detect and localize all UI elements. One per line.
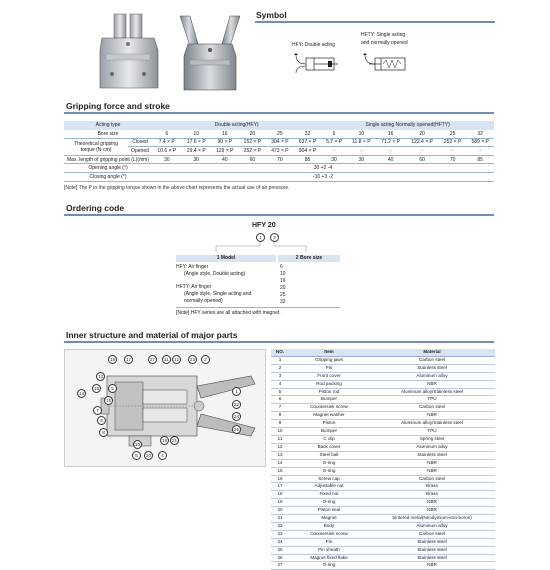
closing-angle-row bbox=[64, 173, 494, 182]
part-item: Fixed nut bbox=[289, 491, 369, 499]
part-material: Aluminum alloy/Stainless steel bbox=[369, 388, 495, 396]
callout-16: 16 bbox=[93, 386, 99, 391]
part-item: Countersink screw bbox=[289, 530, 369, 538]
table-row bbox=[271, 428, 495, 436]
table-row bbox=[271, 356, 495, 364]
part-number: 2 bbox=[271, 364, 289, 372]
table-row bbox=[271, 475, 495, 483]
opening-angle-value: 30 +2 -4 bbox=[152, 164, 494, 173]
table-row bbox=[271, 562, 495, 570]
opened-cell: - bbox=[405, 147, 438, 156]
single-acting-header: Single acting Normally opened(HFTY) bbox=[321, 121, 494, 130]
grip-length-cell: 30 bbox=[152, 155, 182, 164]
bore-cell: 25 bbox=[439, 130, 467, 139]
bore-size-label: Bore size bbox=[64, 130, 152, 139]
table-row bbox=[271, 522, 495, 530]
part-number: 12 bbox=[271, 443, 289, 451]
part-number: 18 bbox=[271, 491, 289, 499]
model-line: HFTY: Air finger bbox=[176, 284, 212, 290]
callout-14: 14 bbox=[78, 391, 84, 396]
table-row bbox=[271, 396, 495, 404]
grip-length-cell: 70 bbox=[439, 155, 467, 164]
grip-length-cell: 70 bbox=[266, 155, 294, 164]
gripping-note: [Note] The P in the gripping torque shown in the above chart represents the actual use of air pressure. bbox=[64, 185, 290, 191]
grip-length-cell: 85 bbox=[294, 155, 322, 164]
torque-label-line-1: Theoretical gripping bbox=[74, 140, 118, 147]
part-item: O-ring bbox=[289, 562, 369, 570]
bore-size-row bbox=[64, 130, 494, 139]
table-row bbox=[271, 530, 495, 538]
order-connector-lines bbox=[176, 242, 340, 252]
bore-value: 6 bbox=[280, 264, 283, 270]
part-material: NBR bbox=[369, 459, 495, 467]
part-item: Piston rod bbox=[289, 388, 369, 396]
part-item: Steel ball bbox=[289, 451, 369, 459]
model-line: (Angle style, Single acting and bbox=[184, 291, 252, 297]
part-material: NBR bbox=[369, 412, 495, 420]
table-row bbox=[271, 483, 495, 491]
part-material: Carbon steel bbox=[369, 404, 495, 412]
callout-2: 2 bbox=[201, 355, 210, 364]
part-number: 16 bbox=[271, 475, 289, 483]
part-number: 22 bbox=[271, 522, 289, 530]
part-item: Magnet washer bbox=[289, 412, 369, 420]
part-material: Stainless steel bbox=[369, 546, 495, 554]
part-number: 21 bbox=[271, 515, 289, 523]
part-number: 8 bbox=[271, 412, 289, 420]
callout-17: 17 bbox=[125, 357, 131, 362]
callout-19: 19 bbox=[161, 438, 167, 443]
part-item: Pin bbox=[289, 364, 369, 372]
ordering-note: [Note] HFY series are all attached with magnet. bbox=[176, 310, 281, 316]
part-number: 23 bbox=[271, 530, 289, 538]
grip-length-cell: 85 bbox=[466, 155, 494, 164]
bore-cell: 6 bbox=[152, 130, 182, 139]
product-photo-open bbox=[176, 14, 244, 92]
part-number: 9 bbox=[271, 420, 289, 428]
bore-cell: 25 bbox=[266, 130, 294, 139]
opened-cell: - bbox=[466, 147, 494, 156]
callout-1: 1 bbox=[232, 387, 241, 396]
callout-24: 24 bbox=[233, 414, 239, 419]
opened-cell: 473 × P bbox=[266, 147, 294, 156]
callout-9: 9 bbox=[97, 416, 106, 425]
part-number: 7 bbox=[271, 404, 289, 412]
part-material: Carbon steel bbox=[369, 356, 495, 364]
ordering-title-underline bbox=[64, 214, 494, 216]
closed-cell: 304 × P bbox=[266, 138, 294, 147]
closed-cell: 5.7 × P bbox=[321, 138, 347, 147]
single-acting-label-1: HFTY: Single acting bbox=[361, 32, 406, 38]
part-material: Sintered metal(Neodymium-iron-boron) bbox=[369, 515, 495, 523]
table-row bbox=[271, 491, 495, 499]
table-row bbox=[271, 435, 495, 443]
table-row bbox=[271, 372, 495, 380]
grip-length-cell: 30 bbox=[347, 155, 376, 164]
part-item: O-ring bbox=[289, 499, 369, 507]
bore-cell: 32 bbox=[294, 130, 322, 139]
opened-cell: 252 × P bbox=[239, 147, 267, 156]
table-row bbox=[271, 499, 495, 507]
callout-18: 18 bbox=[109, 357, 115, 362]
part-item: Adjustable nut bbox=[289, 483, 369, 491]
closed-cell: 7.4 × P bbox=[152, 138, 182, 147]
callout-20: 20 bbox=[145, 453, 151, 458]
part-material: NBR bbox=[369, 380, 495, 388]
double-acting-header: Double acting(HFY) bbox=[152, 121, 321, 130]
part-material: Stainless steel bbox=[369, 364, 495, 372]
table-row bbox=[271, 554, 495, 562]
part-material: Aluminum alloy bbox=[369, 522, 495, 530]
opening-angle-row bbox=[64, 164, 494, 173]
table-row bbox=[271, 443, 495, 451]
part-material: NBR bbox=[369, 467, 495, 475]
callout-27: 27 bbox=[149, 357, 155, 362]
single-acting-label-2: and normally opened bbox=[361, 40, 408, 46]
closed-torque-row bbox=[64, 138, 494, 147]
part-item: Gripping jaws bbox=[289, 356, 369, 364]
part-number: 10 bbox=[271, 428, 289, 436]
callout-22: 22 bbox=[233, 402, 239, 407]
opened-cell: - bbox=[347, 147, 376, 156]
table-row bbox=[271, 412, 495, 420]
part-item: Countersink screw bbox=[289, 404, 369, 412]
model-line: HFY: Air finger bbox=[176, 264, 209, 270]
symbol-title: Symbol bbox=[256, 10, 287, 20]
single-acting-symbol bbox=[361, 53, 411, 75]
closed-cell: 90 × P bbox=[211, 138, 239, 147]
part-number: 3 bbox=[271, 372, 289, 380]
closed-cell: 152 × P bbox=[239, 138, 267, 147]
opened-cell: - bbox=[376, 147, 406, 156]
bore-header: 2 Bore size bbox=[278, 255, 340, 262]
opened-torque-row bbox=[64, 147, 494, 156]
gripping-table bbox=[64, 121, 494, 182]
callout-4: 4 bbox=[158, 451, 167, 460]
part-item: Magnet fixed flake bbox=[289, 554, 369, 562]
grip-length-cell: 40 bbox=[211, 155, 239, 164]
part-material: NBR bbox=[369, 499, 495, 507]
part-material: Spring steel bbox=[369, 435, 495, 443]
order-code: HFY 20 bbox=[252, 222, 276, 229]
table-row bbox=[271, 515, 495, 523]
bore-cell: 16 bbox=[211, 130, 239, 139]
part-material: TPU bbox=[369, 428, 495, 436]
callout-25: 25 bbox=[233, 427, 239, 432]
part-item: Body bbox=[289, 522, 369, 530]
model-header: 1 Model bbox=[176, 255, 276, 262]
closed-cell: 589 × P bbox=[466, 138, 494, 147]
callout-6: 6 bbox=[132, 451, 141, 460]
grip-length-cell: 40 bbox=[376, 155, 406, 164]
double-acting-label: HFY: Double acting bbox=[292, 42, 336, 48]
parts-header-item: Item bbox=[289, 349, 369, 356]
part-item: Pin sheath bbox=[289, 546, 369, 554]
opened-cell: 129 × P bbox=[211, 147, 239, 156]
closed-cell: 122.4 × P bbox=[405, 138, 438, 147]
bore-cell: 32 bbox=[466, 130, 494, 139]
callout-12: 12 bbox=[173, 357, 179, 362]
order-circle-2: 2 bbox=[270, 233, 279, 242]
opened-cell: 10.6 × P bbox=[152, 147, 182, 156]
bore-value: 10 bbox=[280, 271, 286, 277]
inner-title: Inner structure and material of major parts bbox=[66, 330, 238, 340]
bore-cell: 20 bbox=[405, 130, 438, 139]
opened-cell: - bbox=[439, 147, 467, 156]
bore-cell: 16 bbox=[376, 130, 406, 139]
closing-angle-label: Closing angle (°) bbox=[64, 173, 152, 182]
table-row bbox=[271, 420, 495, 428]
part-material: Aluminum alloy/Stainless steel bbox=[369, 420, 495, 428]
part-number: 19 bbox=[271, 499, 289, 507]
opened-cell: 904 × P bbox=[294, 147, 322, 156]
parts-header-no: NO. bbox=[271, 349, 289, 356]
part-material: TPU bbox=[369, 396, 495, 404]
part-material: Carbon steel bbox=[369, 530, 495, 538]
closed-cell: 637 × P bbox=[294, 138, 322, 147]
model-line: normally opened) bbox=[184, 298, 223, 304]
part-number: 4 bbox=[271, 380, 289, 388]
part-material: Carbon steel bbox=[369, 475, 495, 483]
part-number: 15 bbox=[271, 467, 289, 475]
model-line: (Angle style, Double acting) bbox=[184, 271, 246, 277]
callout-13: 13 bbox=[97, 374, 103, 379]
grip-length-cell: 60 bbox=[239, 155, 267, 164]
part-item: Back cover bbox=[289, 443, 369, 451]
opened-cell: - bbox=[321, 147, 347, 156]
bore-cell: 6 bbox=[321, 130, 347, 139]
double-acting-symbol bbox=[292, 53, 340, 75]
bore-value: 25 bbox=[280, 292, 286, 298]
part-material: Aluminum alloy bbox=[369, 372, 495, 380]
gripping-title-underline bbox=[64, 112, 494, 114]
part-item: O-ring bbox=[289, 467, 369, 475]
closed-cell: 11.8 × P bbox=[347, 138, 376, 147]
part-material: NBR bbox=[369, 562, 495, 570]
part-material: Stainless steel bbox=[369, 538, 495, 546]
closing-angle-value: -10 +3 -2 bbox=[152, 173, 494, 182]
part-item: Magnet bbox=[289, 515, 369, 523]
part-item: Piston bbox=[289, 420, 369, 428]
bore-value: 16 bbox=[280, 278, 286, 284]
gripping-title: Gripping force and stroke bbox=[66, 101, 170, 111]
inner-title-underline bbox=[64, 341, 494, 343]
part-item: Pin bbox=[289, 538, 369, 546]
part-number: 26 bbox=[271, 554, 289, 562]
part-item: Piston seal bbox=[289, 507, 369, 515]
product-photo-closed bbox=[96, 10, 162, 92]
torque-label bbox=[64, 138, 128, 155]
bore-value: 32 bbox=[280, 299, 286, 305]
table-row bbox=[271, 507, 495, 515]
bore-value: 20 bbox=[280, 285, 286, 291]
opened-label: Opened bbox=[128, 147, 152, 156]
grip-length-cell: 30 bbox=[321, 155, 347, 164]
closed-cell: 252 × P bbox=[439, 138, 467, 147]
table-row bbox=[271, 538, 495, 546]
part-number: 6 bbox=[271, 396, 289, 404]
table-row bbox=[271, 459, 495, 467]
acting-type-header: Acting type bbox=[64, 121, 152, 130]
part-material: Brass bbox=[369, 491, 495, 499]
closed-label: Closed bbox=[128, 138, 152, 147]
callout-21: 21 bbox=[171, 438, 177, 443]
bore-cell: 20 bbox=[239, 130, 267, 139]
grip-length-cell: 60 bbox=[405, 155, 438, 164]
part-item: Screw cap bbox=[289, 475, 369, 483]
table-row bbox=[271, 364, 495, 372]
part-number: 11 bbox=[271, 435, 289, 443]
part-material: Stainless steel bbox=[369, 554, 495, 562]
callout-7: 7 bbox=[93, 406, 102, 415]
table-row bbox=[271, 388, 495, 396]
part-item: Bumper bbox=[289, 428, 369, 436]
part-number: 14 bbox=[271, 459, 289, 467]
part-number: 24 bbox=[271, 538, 289, 546]
table-row bbox=[271, 380, 495, 388]
part-number: 13 bbox=[271, 451, 289, 459]
part-item: Bumper bbox=[289, 396, 369, 404]
torque-label-line-2: torque (N·cm) bbox=[80, 146, 112, 153]
callout-15: 15 bbox=[105, 398, 111, 403]
part-number: 25 bbox=[271, 546, 289, 554]
part-item: Rod packing bbox=[289, 380, 369, 388]
order-table-bottom-line bbox=[176, 307, 340, 308]
table-row bbox=[271, 467, 495, 475]
grip-length-cell: 30 bbox=[182, 155, 212, 164]
part-number: 20 bbox=[271, 507, 289, 515]
part-item: Front cover bbox=[289, 372, 369, 380]
closed-cell: 71.2 × P bbox=[376, 138, 406, 147]
grip-length-row bbox=[64, 155, 494, 164]
part-number: 17 bbox=[271, 483, 289, 491]
opened-cell: 29.4 × P bbox=[182, 147, 212, 156]
part-material: Stainless steel bbox=[369, 451, 495, 459]
callout-23: 23 bbox=[189, 357, 195, 362]
grip-length-label: Max. length of gripping point (L)(mm) bbox=[64, 155, 152, 164]
callout-8: 8 bbox=[99, 428, 108, 437]
part-item: O-ring bbox=[289, 459, 369, 467]
bore-cell: 10 bbox=[182, 130, 212, 139]
closed-cell: 17.6 × P bbox=[182, 138, 212, 147]
parts-table bbox=[271, 349, 495, 570]
parts-header-material: Material bbox=[369, 349, 495, 356]
part-material: NBR bbox=[369, 507, 495, 515]
opening-angle-label: Opening angle (°) bbox=[64, 164, 152, 173]
callout-5: 5 bbox=[108, 384, 117, 393]
part-number: 27 bbox=[271, 562, 289, 570]
ordering-title: Ordering code bbox=[66, 203, 125, 213]
symbol-title-underline bbox=[255, 21, 495, 23]
table-row bbox=[271, 546, 495, 554]
table-row bbox=[271, 451, 495, 459]
bore-cell: 10 bbox=[347, 130, 376, 139]
callout-10: 10 bbox=[134, 442, 140, 447]
callout-11: 11 bbox=[162, 355, 171, 364]
part-material: Brass bbox=[369, 483, 495, 491]
order-circle-1: 1 bbox=[256, 233, 265, 242]
table-row bbox=[271, 404, 495, 412]
part-number: 5 bbox=[271, 388, 289, 396]
part-number: 1 bbox=[271, 356, 289, 364]
part-material: Aluminum alloy bbox=[369, 443, 495, 451]
part-item: C clip bbox=[289, 435, 369, 443]
